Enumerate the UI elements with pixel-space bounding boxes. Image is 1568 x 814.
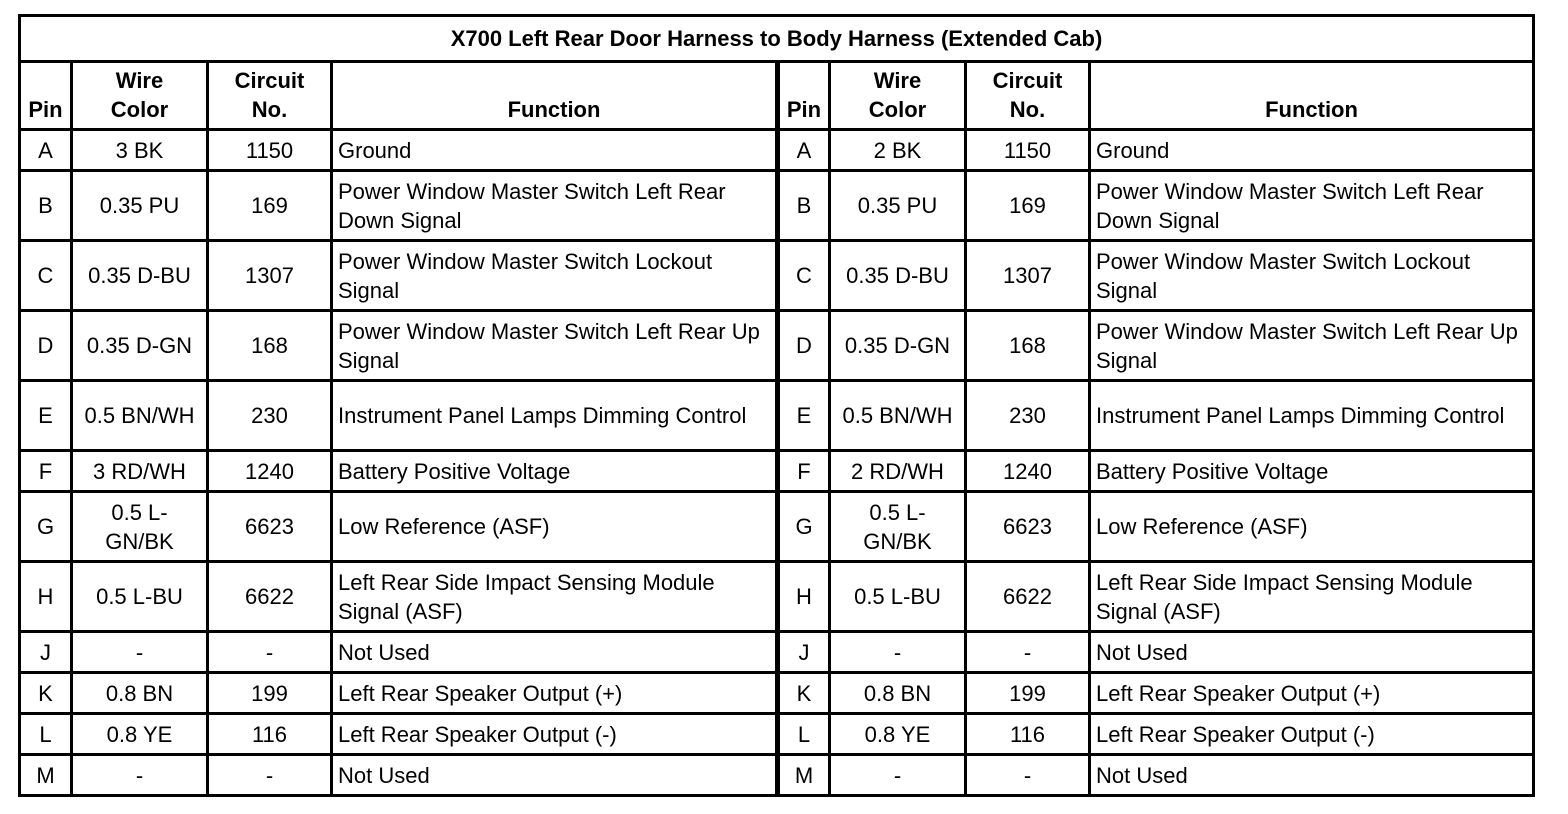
function-cell-left: Not Used bbox=[332, 755, 778, 796]
circuit-number-cell-left: 230 bbox=[208, 381, 332, 451]
wire-color-cell-right: 0.35 D-GN bbox=[830, 311, 966, 381]
pin-cell-left: J bbox=[20, 632, 72, 673]
wire-color-cell-left: 0.35 D-GN bbox=[72, 311, 208, 381]
function-cell-left: Power Window Master Switch Left Rear Down Signal bbox=[332, 171, 778, 241]
function-cell-left: Battery Positive Voltage bbox=[332, 451, 778, 492]
header-no-label: No. bbox=[251, 97, 288, 122]
circuit-number-cell-left: - bbox=[208, 632, 332, 673]
table-row bbox=[20, 171, 1534, 241]
circuit-number-cell-left: 116 bbox=[208, 714, 332, 755]
circuit-number-cell-left: 199 bbox=[208, 673, 332, 714]
header-pin-right: Pin bbox=[778, 62, 830, 130]
table-title: X700 Left Rear Door Harness to Body Harness (Extended Cab) bbox=[20, 16, 1534, 62]
pin-cell-right: K bbox=[778, 673, 830, 714]
circuit-number-cell-right: 6622 bbox=[966, 562, 1090, 632]
pin-cell-right: C bbox=[778, 241, 830, 311]
circuit-number-cell-right: 168 bbox=[966, 311, 1090, 381]
circuit-number-cell-left: 169 bbox=[208, 171, 332, 241]
header-function-right: Function bbox=[1090, 62, 1534, 130]
circuit-number-cell-left: 1307 bbox=[208, 241, 332, 311]
wire-color-cell-left: 0.8 BN bbox=[72, 673, 208, 714]
pin-cell-right: H bbox=[778, 562, 830, 632]
pin-cell-right: A bbox=[778, 130, 830, 171]
function-cell-left: Left Rear Side Impact Sensing Module Signal (ASF) bbox=[332, 562, 778, 632]
table-row bbox=[20, 130, 1534, 171]
function-cell-right: Not Used bbox=[1090, 755, 1534, 796]
wire-color-cell-left: 3 RD/WH bbox=[72, 451, 208, 492]
circuit-number-cell-right: 169 bbox=[966, 171, 1090, 241]
wire-color-cell-left: 0.5 L-GN/BK bbox=[72, 492, 208, 562]
circuit-number-cell-right: 116 bbox=[966, 714, 1090, 755]
wire-color-cell-left: 0.35 PU bbox=[72, 171, 208, 241]
header-wire-color-left bbox=[72, 62, 208, 130]
header-pin-left: Pin bbox=[20, 62, 72, 130]
function-cell-right: Not Used bbox=[1090, 632, 1534, 673]
function-cell-right: Power Window Master Switch Left Rear Down Signal bbox=[1090, 171, 1534, 241]
wire-color-cell-left: 3 BK bbox=[72, 130, 208, 171]
wire-color-cell-left: 0.5 BN/WH bbox=[72, 381, 208, 451]
function-cell-right: Battery Positive Voltage bbox=[1090, 451, 1534, 492]
pin-cell-left: M bbox=[20, 755, 72, 796]
circuit-number-cell-right: - bbox=[966, 632, 1090, 673]
header-circuit-label: Circuit bbox=[234, 68, 305, 93]
pin-cell-right: M bbox=[778, 755, 830, 796]
wire-color-cell-right: 0.8 BN bbox=[830, 673, 966, 714]
table-row bbox=[20, 492, 1534, 562]
header-color-label: Color bbox=[110, 97, 169, 122]
wire-color-cell-right: 0.8 YE bbox=[830, 714, 966, 755]
circuit-number-cell-right: 1240 bbox=[966, 451, 1090, 492]
table-row bbox=[20, 381, 1534, 451]
wire-color-cell-right: 0.35 PU bbox=[830, 171, 966, 241]
pin-cell-left: L bbox=[20, 714, 72, 755]
function-cell-right: Power Window Master Switch Lockout Signal bbox=[1090, 241, 1534, 311]
circuit-number-cell-left: 1150 bbox=[208, 130, 332, 171]
wire-color-cell-right: 0.5 L-BU bbox=[830, 562, 966, 632]
function-cell-left: Instrument Panel Lamps Dimming Control bbox=[332, 381, 778, 451]
table-row bbox=[20, 714, 1534, 755]
circuit-number-cell-right: 6623 bbox=[966, 492, 1090, 562]
pin-cell-right: G bbox=[778, 492, 830, 562]
table-row bbox=[20, 632, 1534, 673]
circuit-number-cell-left: - bbox=[208, 755, 332, 796]
table-row bbox=[20, 755, 1534, 796]
header-circuit-label: Circuit bbox=[992, 68, 1063, 93]
table-row bbox=[20, 451, 1534, 492]
wire-color-cell-right: 2 BK bbox=[830, 130, 966, 171]
circuit-number-cell-left: 6622 bbox=[208, 562, 332, 632]
wire-color-cell-right: - bbox=[830, 632, 966, 673]
table-row bbox=[20, 673, 1534, 714]
function-cell-left: Not Used bbox=[332, 632, 778, 673]
pin-cell-right: L bbox=[778, 714, 830, 755]
wire-color-cell-left: - bbox=[72, 632, 208, 673]
wire-color-cell-right: 0.5 BN/WH bbox=[830, 381, 966, 451]
header-color-label: Color bbox=[868, 97, 927, 122]
header-wire-label: Wire bbox=[115, 68, 164, 93]
circuit-number-cell-right: 1150 bbox=[966, 130, 1090, 171]
pin-cell-right: J bbox=[778, 632, 830, 673]
circuit-number-cell-right: 199 bbox=[966, 673, 1090, 714]
circuit-number-cell-right: 1307 bbox=[966, 241, 1090, 311]
pin-cell-left: K bbox=[20, 673, 72, 714]
function-cell-left: Left Rear Speaker Output (+) bbox=[332, 673, 778, 714]
function-cell-left: Left Rear Speaker Output (-) bbox=[332, 714, 778, 755]
column-header-row bbox=[20, 62, 1534, 130]
pin-cell-left: H bbox=[20, 562, 72, 632]
pin-cell-left: G bbox=[20, 492, 72, 562]
wire-color-cell-left: 0.5 L-BU bbox=[72, 562, 208, 632]
pin-cell-left: E bbox=[20, 381, 72, 451]
wire-color-cell-left: - bbox=[72, 755, 208, 796]
circuit-number-cell-right: 230 bbox=[966, 381, 1090, 451]
table-row bbox=[20, 311, 1534, 381]
function-cell-left: Power Window Master Switch Lockout Signal bbox=[332, 241, 778, 311]
wire-color-cell-right: 2 RD/WH bbox=[830, 451, 966, 492]
circuit-number-cell-left: 1240 bbox=[208, 451, 332, 492]
circuit-number-cell-left: 168 bbox=[208, 311, 332, 381]
pin-cell-left: A bbox=[20, 130, 72, 171]
function-cell-right: Low Reference (ASF) bbox=[1090, 492, 1534, 562]
header-circuit-left bbox=[208, 62, 332, 130]
connector-pinout-table bbox=[18, 14, 1535, 797]
table-row bbox=[20, 241, 1534, 311]
function-cell-left: Ground bbox=[332, 130, 778, 171]
function-cell-right: Power Window Master Switch Left Rear Up Signal bbox=[1090, 311, 1534, 381]
pin-cell-right: F bbox=[778, 451, 830, 492]
wire-color-cell-right: 0.35 D-BU bbox=[830, 241, 966, 311]
header-no-label: No. bbox=[1009, 97, 1046, 122]
function-cell-right: Left Rear Speaker Output (-) bbox=[1090, 714, 1534, 755]
pin-cell-left: F bbox=[20, 451, 72, 492]
pin-cell-left: C bbox=[20, 241, 72, 311]
pin-cell-right: D bbox=[778, 311, 830, 381]
wire-color-cell-right: 0.5 L-GN/BK bbox=[830, 492, 966, 562]
table-row bbox=[20, 562, 1534, 632]
header-function-left: Function bbox=[332, 62, 778, 130]
pinout-rows bbox=[20, 130, 1534, 796]
circuit-number-cell-right: - bbox=[966, 755, 1090, 796]
function-cell-left: Power Window Master Switch Left Rear Up Signal bbox=[332, 311, 778, 381]
header-wire-label: Wire bbox=[873, 68, 922, 93]
function-cell-right: Left Rear Speaker Output (+) bbox=[1090, 673, 1534, 714]
wire-color-cell-left: 0.35 D-BU bbox=[72, 241, 208, 311]
header-wire-color-right bbox=[830, 62, 966, 130]
header-circuit-right bbox=[966, 62, 1090, 130]
function-cell-right: Instrument Panel Lamps Dimming Control bbox=[1090, 381, 1534, 451]
function-cell-left: Low Reference (ASF) bbox=[332, 492, 778, 562]
function-cell-right: Left Rear Side Impact Sensing Module Signal (ASF) bbox=[1090, 562, 1534, 632]
pin-cell-right: E bbox=[778, 381, 830, 451]
function-cell-right: Ground bbox=[1090, 130, 1534, 171]
pin-cell-right: B bbox=[778, 171, 830, 241]
circuit-number-cell-left: 6623 bbox=[208, 492, 332, 562]
wire-color-cell-right: - bbox=[830, 755, 966, 796]
pin-cell-left: B bbox=[20, 171, 72, 241]
pin-cell-left: D bbox=[20, 311, 72, 381]
wire-color-cell-left: 0.8 YE bbox=[72, 714, 208, 755]
